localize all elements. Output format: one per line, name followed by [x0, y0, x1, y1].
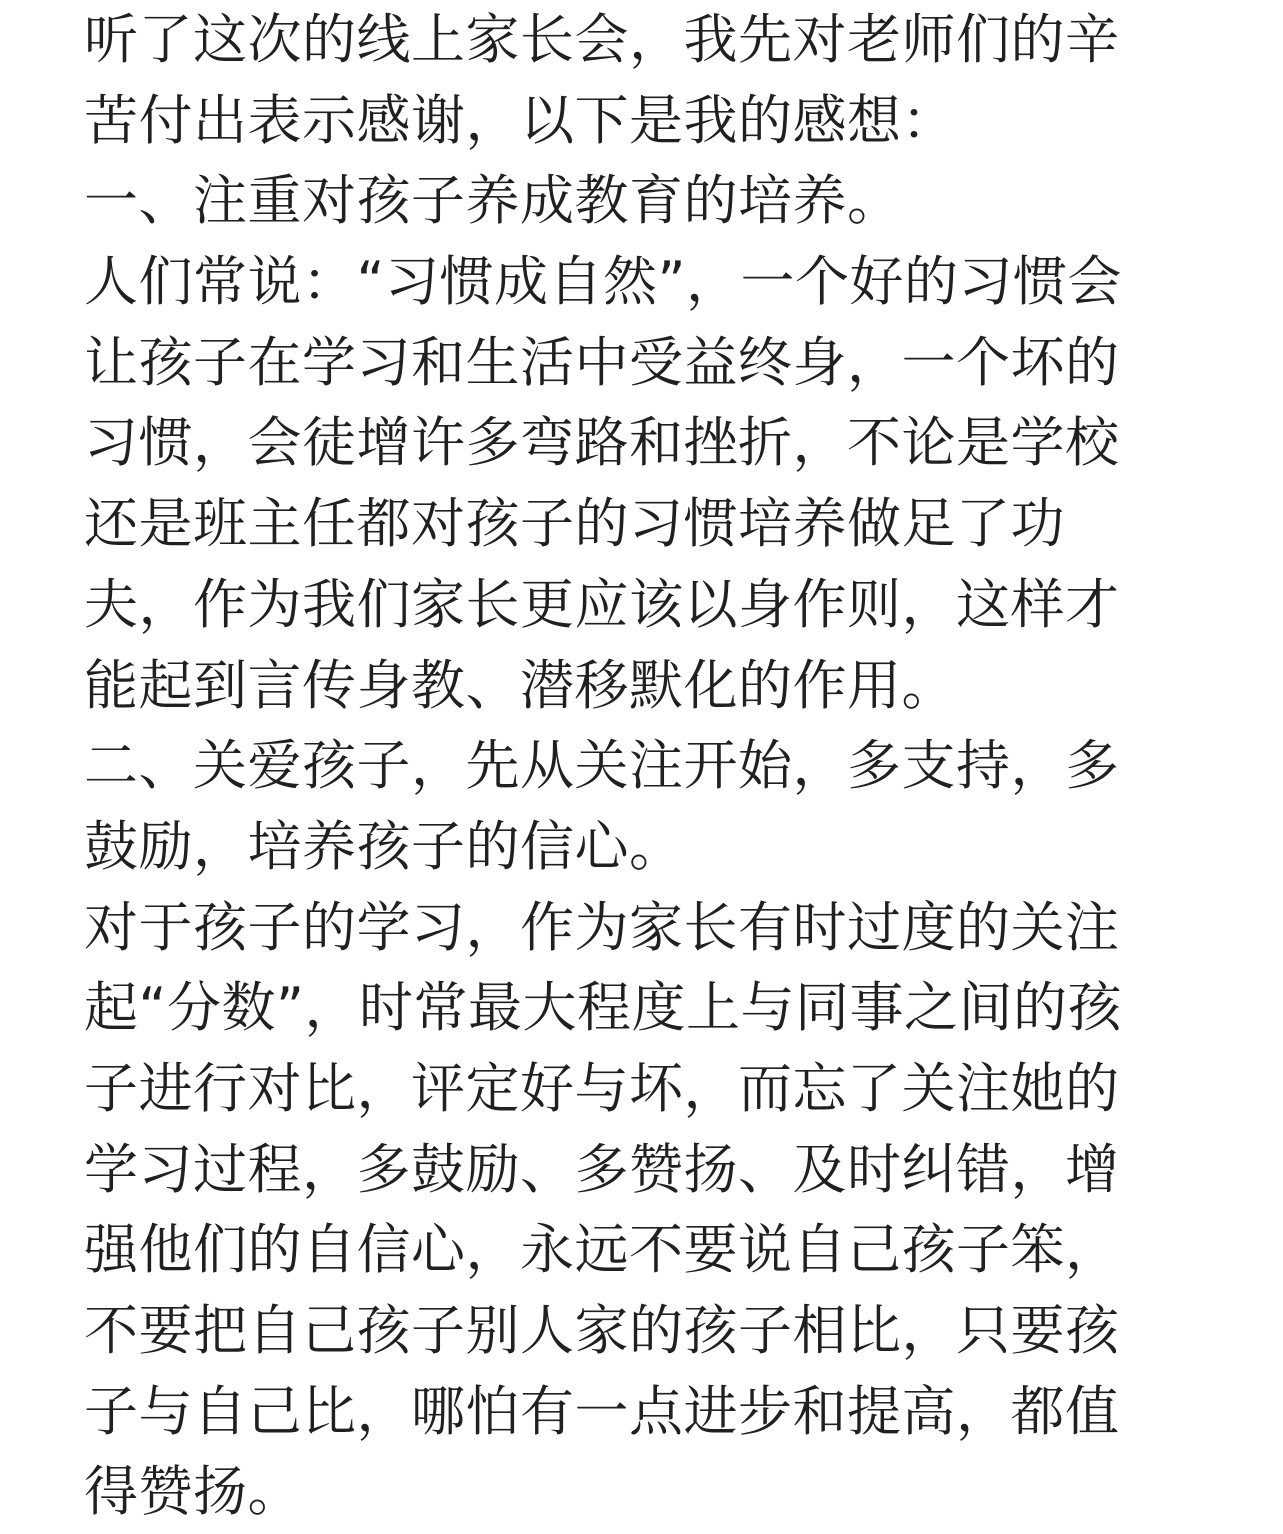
- section-heading-1: 一、注重对孩子养成教育的培养。: [84, 169, 902, 233]
- text-line: 子与自己比，哪怕有一点进步和提高，都值: [84, 1379, 1120, 1443]
- section-heading-2: 二、关爱孩子，先从关注开始，多支持，多: [84, 734, 1120, 798]
- text-line: 人们常说：“习惯成自然”，一个好的习惯会: [84, 250, 1122, 314]
- text-line: 得赞扬。: [84, 1460, 302, 1524]
- text-line: 夫，作为我们家长更应该以身作则，这样才: [84, 572, 1120, 636]
- text-line: 起“分数”，时常最大程度上与同事之间的孩: [84, 976, 1122, 1040]
- text-line: 让孩子在学习和生活中受益终身，一个坏的: [84, 330, 1120, 394]
- text-line: 听了这次的线上家长会，我先对老师们的辛: [84, 8, 1120, 71]
- text-line: 能起到言传身教、潜移默化的作用。: [84, 653, 956, 717]
- text-line: 苦付出表示感谢，以下是我的感想：: [84, 88, 956, 152]
- text-line: 对于孩子的学习，作为家长有时过度的关注: [84, 895, 1120, 959]
- text-line: 还是班主任都对孩子的习惯培养做足了功: [84, 492, 1065, 556]
- text-line: 习惯，会徒增许多弯路和挫折，不论是学校: [84, 411, 1120, 475]
- text-line: 不要把自己孩子别人家的孩子相比，只要孩: [84, 1299, 1120, 1362]
- article-text: [84, 0, 1199, 1533]
- text-line: 子进行对比，评定好与坏，而忘了关注她的: [84, 1056, 1120, 1120]
- text-line: 强他们的自信心，永远不要说自己孩子笨，: [84, 1218, 1120, 1282]
- text-line: 鼓励，培养孩子的信心。: [84, 814, 684, 878]
- text-line: 学习过程，多鼓励、多赞扬、及时纠错，增: [84, 1137, 1120, 1201]
